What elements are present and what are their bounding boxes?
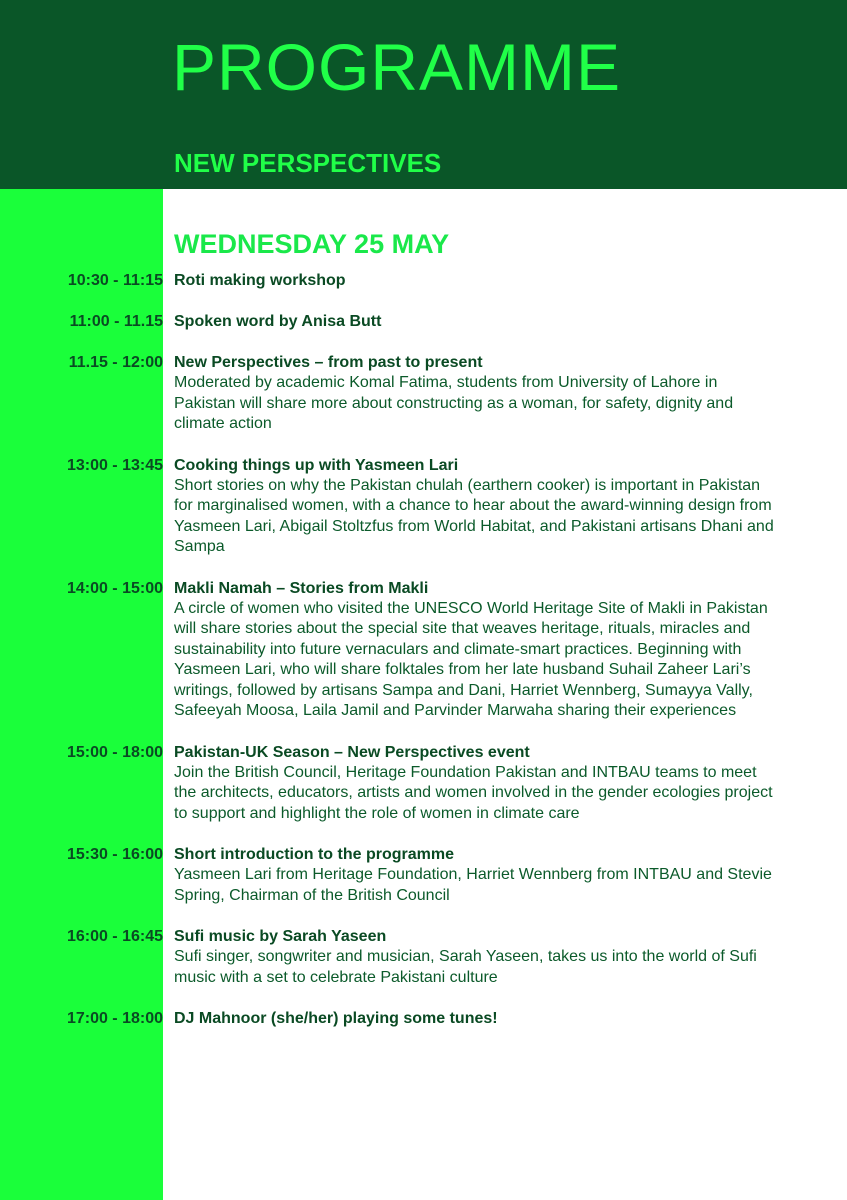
event-title: Cooking things up with Yasmeen Lari [174, 456, 459, 474]
event-item [0, 578, 847, 722]
event-item [0, 926, 847, 988]
event-body [163, 270, 783, 291]
event-description: Sufi singer, songwriter and musician, Sarah Yaseen, takes us into the world of Sufi music with a set to celebrate Pakistani culture [174, 948, 757, 986]
event-title: New Perspectives – from past to present [174, 354, 483, 371]
event-item [0, 1008, 847, 1029]
event-title: Short introduction to the programme [174, 846, 454, 863]
page-title: PROGRAMME [172, 30, 622, 104]
event-body [163, 844, 783, 906]
event-time: 15:30 - 16:00 [66, 846, 163, 863]
page-subtitle: NEW PERSPECTIVES [174, 148, 442, 178]
event-description: Short stories on why the Pakistan chulah (earthern cooker) is important in Pakistan for marginalised women, with a chance to hear about the award-winning design from Yasmeen Lari, Abigail Stoltzfus from World Habitat, and Pakistani artisans Dhani and Sampa [174, 476, 774, 555]
event-body [163, 926, 783, 988]
event-title: Spoken word by Anisa Butt [174, 313, 382, 330]
event-title: Pakistan-UK Season – New Perspectives event [174, 743, 530, 761]
header-band [0, 0, 847, 189]
event-time: 11.15 - 12:00 [68, 354, 163, 371]
day-heading: WEDNESDAY 25 MAY [174, 229, 450, 259]
event-item [0, 311, 847, 332]
event-item [0, 742, 847, 825]
event-body [163, 1008, 783, 1029]
event-description: Moderated by academic Komal Fatima, students from University of Lahore in Pakistan will share more about constructing as a woman, for safety, dignity and climate action [174, 374, 734, 432]
event-description: Join the British Council, Heritage Foundation Pakistan and INTBAU teams to meet the architects, educators, artists and women involved in the gender ecologies project to support and highlight the role of women in climate care [174, 763, 773, 822]
event-body [163, 352, 783, 435]
event-description: A circle of women who visited the UNESCO World Heritage Site of Makli in Pakistan will share stories about the special site that weaves heritage, rituals, miracles and sustainability into future vernaculars and climate-smart practices. Beginning with Yasmeen Lari, who will share folktales from her late husband Suhail Zaheer Lari’s writings, followed by artisans Sampa and Dani, Harriet Wennberg, Sumayya Vally, Safeeyah Moosa, Laila Jamil and Parvinder Marwaha sharing their experiences [174, 599, 768, 719]
event-time: 11:00 - 11.15 [69, 313, 163, 330]
event-description: Yasmeen Lari from Heritage Foundation, Harriet Wennberg from INTBAU and Stevie Spring, Chairman of the British Council [174, 866, 772, 904]
event-title: DJ Mahnoor (she/her) playing some tunes! [174, 1010, 498, 1027]
event-item [0, 270, 847, 291]
event-body [163, 742, 783, 825]
event-item [0, 844, 847, 906]
event-body [163, 311, 783, 332]
event-body [163, 578, 783, 722]
event-item [0, 352, 847, 435]
event-item [0, 455, 847, 558]
event-time: 14:00 - 15:00 [66, 579, 163, 597]
event-title: Sufi music by Sarah Yaseen [174, 928, 387, 945]
event-time: 13:00 - 13:45 [66, 456, 163, 474]
event-time: 15:00 - 18:00 [66, 743, 163, 761]
event-list [0, 270, 847, 1049]
event-body [163, 455, 783, 558]
event-time: 16:00 - 16:45 [66, 928, 163, 945]
event-time: 17:00 - 18:00 [66, 1010, 163, 1027]
event-title: Roti making workshop [174, 272, 346, 289]
event-time: 10:30 - 11:15 [67, 272, 163, 289]
event-title: Makli Namah – Stories from Makli [174, 579, 429, 597]
